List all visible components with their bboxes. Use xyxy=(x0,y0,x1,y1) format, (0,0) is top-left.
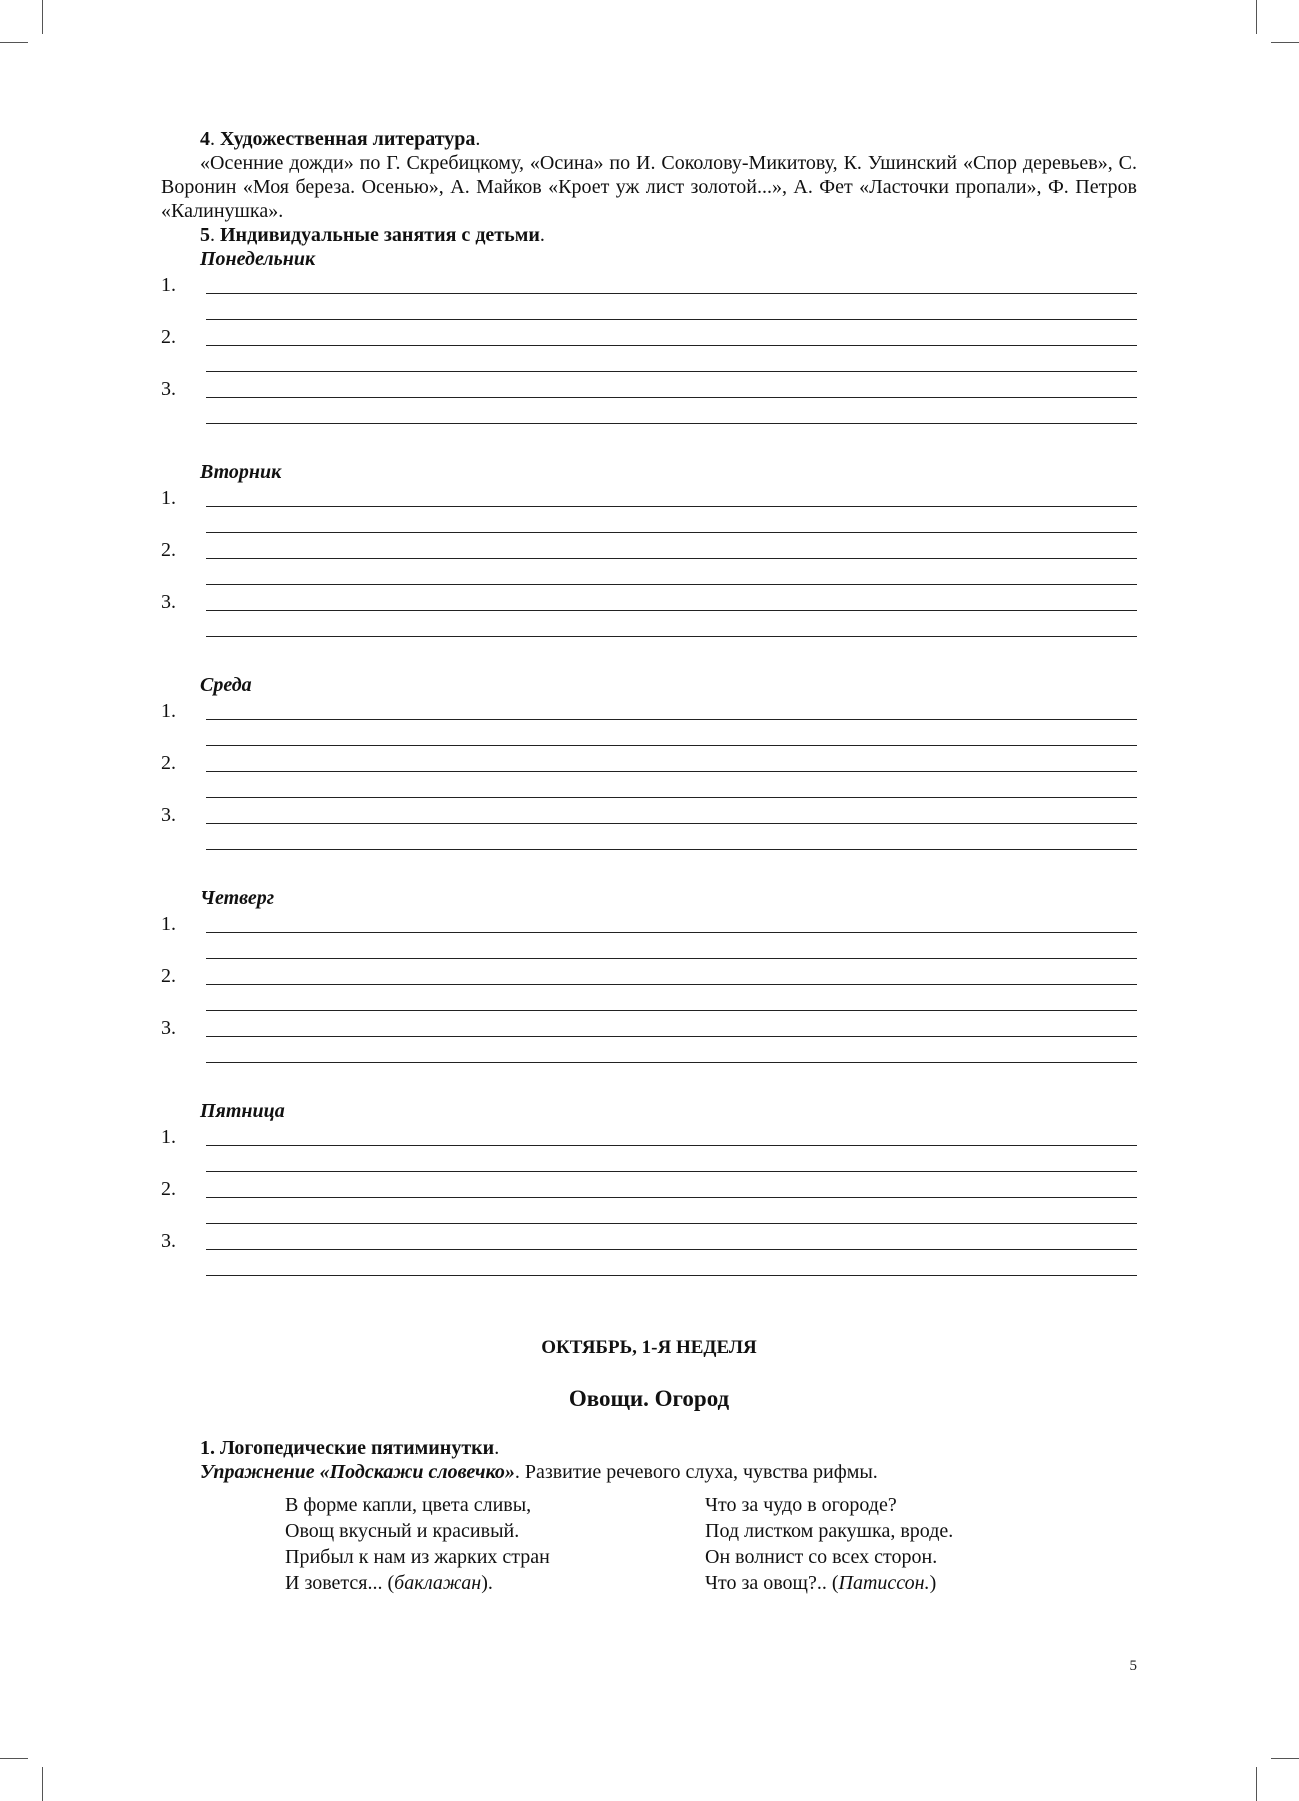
day-title: Среда xyxy=(200,674,252,696)
entry-line[interactable] xyxy=(161,1175,1137,1201)
write-in-rule xyxy=(206,719,1137,720)
day-block xyxy=(161,427,1137,640)
entry-line[interactable] xyxy=(161,749,1137,775)
crop-mark-top-left-h xyxy=(0,42,28,43)
write-in-rule xyxy=(206,1275,1137,1276)
write-in-rule xyxy=(206,849,1137,850)
page-number: 5 xyxy=(1129,1658,1137,1674)
entry-line-continuation[interactable] xyxy=(161,827,1137,853)
write-in-rule xyxy=(206,797,1137,798)
entry-number: 2. xyxy=(161,752,176,774)
entry-line-continuation[interactable] xyxy=(161,510,1137,536)
write-in-rule xyxy=(206,1171,1137,1172)
entry-line[interactable] xyxy=(161,588,1137,614)
entry-line[interactable] xyxy=(161,1123,1137,1149)
day-gap xyxy=(161,640,1137,673)
days-list xyxy=(161,247,1137,1279)
crop-mark-bottom-right xyxy=(1256,1767,1257,1801)
exercise-line: Упражнение «Подскажи словечко». Развитие речевого слуха, чувства рифмы. xyxy=(200,1461,878,1484)
write-in-rule xyxy=(206,1036,1137,1037)
write-in-rule xyxy=(206,610,1137,611)
poem-last-line xyxy=(705,1570,1125,1596)
topic-title: Овощи. Огород xyxy=(568,1385,730,1411)
poem-answer: баклажан xyxy=(394,1572,482,1595)
day-block xyxy=(161,247,1137,427)
write-in-rule xyxy=(206,532,1137,533)
entry-line[interactable] xyxy=(161,962,1137,988)
entry-line[interactable] xyxy=(161,801,1137,827)
day-block xyxy=(161,1066,1137,1279)
entry-line-continuation[interactable] xyxy=(161,614,1137,640)
write-in-rule xyxy=(206,636,1137,637)
day-title: Четверг xyxy=(200,887,275,909)
entry-line-continuation[interactable] xyxy=(161,1149,1137,1175)
poem-last-suffix: ) xyxy=(929,1572,937,1595)
section1-heading: 1. Логопедические пятиминутки. xyxy=(200,1437,500,1460)
crop-mark-bottom-left-h xyxy=(0,1758,28,1759)
entry-number: 1. xyxy=(161,1126,176,1148)
poem-last-line xyxy=(285,1570,705,1596)
crop-mark-bottom-left xyxy=(42,1767,43,1801)
entry-number: 1. xyxy=(161,913,176,935)
entry-line[interactable] xyxy=(161,271,1137,297)
entry-number: 2. xyxy=(161,539,176,561)
literature-text: «Осенние дожди» по Г. Скребицкому, «Осина» по И. Соколову-Микитову, К. Ушинский «Спор деревьев», С. Воронин «Моя береза. Осенью», А. Майков «Кроет уж лист золотой...», А. Фет «Ласточки пропали», Ф. Петров «Калинушка». xyxy=(161,152,1137,222)
entry-line[interactable] xyxy=(161,1014,1137,1040)
entry-line-continuation[interactable] xyxy=(161,723,1137,749)
literature-number: 4 xyxy=(200,128,210,150)
day-gap xyxy=(161,1066,1137,1099)
crop-mark-top-left xyxy=(42,0,43,34)
crop-mark-top-right-h xyxy=(1271,42,1299,43)
section1-heading-text: 1. Логопедические пятиминутки xyxy=(200,1437,495,1460)
entry-number: 1. xyxy=(161,487,176,509)
individual-heading-text: Индивидуальные занятия с детьми xyxy=(220,224,540,246)
write-in-rule xyxy=(206,1223,1137,1224)
entry-number: 2. xyxy=(161,326,176,348)
poem-pattypan xyxy=(705,1492,1125,1596)
write-in-rule xyxy=(206,371,1137,372)
entry-line[interactable] xyxy=(161,484,1137,510)
day-title: Пятница xyxy=(200,1100,285,1122)
poem-last-prefix: Что за овощ?.. ( xyxy=(705,1572,839,1595)
write-in-rule xyxy=(206,1062,1137,1063)
entry-line-continuation[interactable] xyxy=(161,1201,1137,1227)
entry-line[interactable] xyxy=(161,375,1137,401)
entry-line-continuation[interactable] xyxy=(161,297,1137,323)
entry-number: 3. xyxy=(161,804,176,826)
entry-line-continuation[interactable] xyxy=(161,401,1137,427)
entry-line[interactable] xyxy=(161,1227,1137,1253)
poem-last-prefix: И зовется... ( xyxy=(285,1572,395,1595)
day-block xyxy=(161,853,1137,1066)
poem-last-suffix: ). xyxy=(481,1572,493,1595)
entry-line-continuation[interactable] xyxy=(161,349,1137,375)
literature-heading: 4. Художественная литература. xyxy=(200,128,481,150)
entry-line[interactable] xyxy=(161,910,1137,936)
exercise-text: Развитие речевого слуха, чувства рифмы. xyxy=(519,1461,878,1484)
page-content xyxy=(161,127,1137,1596)
write-in-rule xyxy=(206,345,1137,346)
week-title: ОКТЯБРЬ, 1-Я НЕДЕЛЯ xyxy=(541,1337,757,1358)
write-in-rule xyxy=(206,423,1137,424)
write-in-rule xyxy=(206,506,1137,507)
write-in-rule xyxy=(206,932,1137,933)
entry-line-continuation[interactable] xyxy=(161,936,1137,962)
poem-line: Овощ вкусный и красивый. xyxy=(285,1520,520,1543)
entry-number: 1. xyxy=(161,700,176,722)
poem-line: В форме капли, цвета сливы, xyxy=(285,1494,532,1517)
write-in-rule xyxy=(206,558,1137,559)
write-in-rule xyxy=(206,771,1137,772)
write-in-rule xyxy=(206,584,1137,585)
day-gap xyxy=(161,853,1137,886)
write-in-rule xyxy=(206,1249,1137,1250)
poem-eggplant xyxy=(285,1492,705,1596)
write-in-rule xyxy=(206,293,1137,294)
entry-number: 3. xyxy=(161,1017,176,1039)
entry-line-continuation[interactable] xyxy=(161,775,1137,801)
write-in-rule xyxy=(206,397,1137,398)
entry-number: 3. xyxy=(161,1230,176,1252)
write-in-rule xyxy=(206,984,1137,985)
write-in-rule xyxy=(206,958,1137,959)
exercise-title: Упражнение «Подскажи словечко» xyxy=(200,1461,515,1484)
poem-line: Под листком ракушка, вроде. xyxy=(705,1520,954,1543)
entry-line[interactable] xyxy=(161,697,1137,723)
entry-line-continuation[interactable] xyxy=(161,1040,1137,1066)
entry-line-continuation[interactable] xyxy=(161,562,1137,588)
crop-mark-bottom-right-h xyxy=(1271,1758,1299,1759)
poems xyxy=(161,1492,1137,1596)
entry-line[interactable] xyxy=(161,323,1137,349)
entry-number: 3. xyxy=(161,378,176,400)
entry-number: 2. xyxy=(161,1178,176,1200)
day-title: Понедельник xyxy=(200,248,316,270)
entry-line[interactable] xyxy=(161,536,1137,562)
write-in-rule xyxy=(206,1145,1137,1146)
poem-line: Что за чудо в огороде? xyxy=(705,1494,897,1517)
poem-line: Прибыл к нам из жарких стран xyxy=(285,1546,550,1569)
write-in-rule xyxy=(206,319,1137,320)
crop-mark-top-right xyxy=(1256,0,1257,34)
entry-number: 2. xyxy=(161,965,176,987)
individual-number: 5 xyxy=(200,224,210,246)
literature-heading-text: Художественная литература xyxy=(220,128,476,150)
entry-line-continuation[interactable] xyxy=(161,988,1137,1014)
day-block xyxy=(161,640,1137,853)
poem-line: Он волнист со всех сторон. xyxy=(705,1546,938,1569)
individual-heading: 5. Индивидуальные занятия с детьми. xyxy=(200,224,545,246)
day-gap xyxy=(161,427,1137,460)
write-in-rule xyxy=(206,745,1137,746)
entry-line-continuation[interactable] xyxy=(161,1253,1137,1279)
entry-number: 1. xyxy=(161,274,176,296)
write-in-rule xyxy=(206,1197,1137,1198)
day-title: Вторник xyxy=(200,461,282,483)
write-in-rule xyxy=(206,823,1137,824)
entry-number: 3. xyxy=(161,591,176,613)
poem-answer: Патиссон. xyxy=(838,1572,930,1595)
write-in-rule xyxy=(206,1010,1137,1011)
